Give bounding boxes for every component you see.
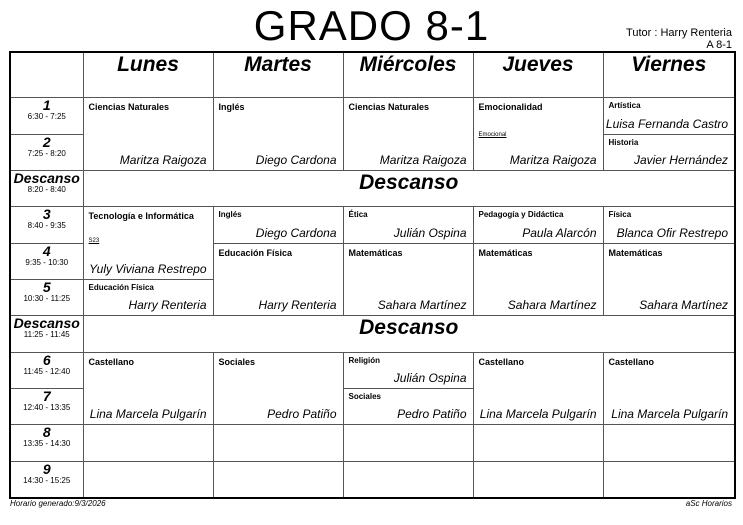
break-banner: Descanso	[83, 316, 735, 352]
period-number: 5	[42, 278, 51, 295]
period-3-label	[10, 207, 83, 243]
subject-label: Castellano	[608, 356, 655, 367]
period-time: 9:35 - 10:30	[25, 257, 69, 267]
lesson-cell	[83, 98, 213, 171]
teacher-label: Maritza Raigoza	[509, 153, 597, 168]
corner-cell	[10, 52, 83, 98]
lesson-cell	[343, 98, 473, 171]
teacher-label: Yuly Viviana Restrepo	[89, 261, 207, 276]
teacher-label: Lina Marcela Pulgarín	[89, 407, 207, 422]
subject-label: Inglés	[218, 210, 242, 220]
period-time: 14:30 - 15:25	[23, 475, 71, 485]
teacher-label: Sahara Martínez	[377, 298, 467, 313]
subject-label: Emocionalidad	[478, 102, 543, 113]
period-time: 10:30 - 11:25	[23, 293, 71, 303]
empty-cell	[83, 425, 213, 461]
subject-label: Matemáticas	[348, 247, 403, 258]
teacher-label: Julián Ospina	[393, 225, 467, 240]
teacher-label: Javier Hernández	[633, 153, 728, 168]
subject-label: Sociales	[348, 391, 381, 401]
lesson-cell	[213, 243, 343, 316]
empty-cell	[213, 425, 343, 461]
lesson-cell	[213, 98, 343, 171]
lesson-cell	[213, 352, 343, 425]
subject-label: Matemáticas	[478, 247, 533, 258]
period-time: 12:40 - 13:35	[23, 402, 71, 412]
day-header-monday: Lunes	[83, 52, 213, 98]
teacher-label: Pedro Patiño	[397, 407, 467, 422]
teacher-label: Luisa Fernanda Castro	[605, 116, 728, 131]
lesson-cell	[343, 388, 473, 424]
day-header-tuesday: Martes	[213, 52, 343, 98]
empty-cell	[473, 425, 603, 461]
teacher-label: Julián Ospina	[393, 370, 467, 385]
subject-label: Artística	[608, 101, 641, 111]
empty-cell	[83, 461, 213, 498]
timetable	[9, 51, 736, 499]
subject-label: Tecnología e Informática	[88, 211, 194, 222]
period-number: 3	[42, 206, 51, 223]
teacher-label: Pedro Patiño	[267, 407, 337, 422]
period-4-label	[10, 243, 83, 279]
teacher-label: Sahara Martínez	[639, 298, 728, 313]
period-number: 4	[42, 242, 51, 259]
table-row	[10, 316, 735, 352]
subject-label: Inglés	[218, 102, 245, 113]
period-number: 6	[42, 351, 51, 368]
lesson-cell	[603, 352, 735, 425]
page-title: GRADO 8-1	[253, 2, 490, 49]
subject-label: Castellano	[88, 356, 135, 367]
generated-date: Horario generado:9/3/2026	[10, 499, 106, 508]
subject-label: Ciencias Naturales	[88, 102, 170, 113]
tutor-name: Tutor : Harry Renteria	[626, 27, 732, 39]
empty-cell	[473, 461, 603, 498]
period-time: 8:40 - 9:35	[27, 221, 66, 231]
table-row	[10, 98, 735, 134]
teacher-label: Lina Marcela Pulgarín	[611, 407, 728, 422]
lesson-cell	[473, 352, 603, 425]
subject-label: Ética	[348, 210, 368, 220]
teacher-label: Paula Alarcón	[522, 225, 597, 240]
period-7-label	[10, 388, 83, 424]
teacher-label: Maritza Raigoza	[119, 153, 207, 168]
lesson-cell	[603, 207, 735, 243]
lesson-cell	[213, 207, 343, 243]
period-8-label	[10, 425, 83, 461]
lesson-cell	[603, 98, 735, 134]
teacher-label: Diego Cardona	[255, 225, 337, 240]
table-row	[10, 207, 735, 243]
subject-label: Ciencias Naturales	[348, 102, 430, 113]
lesson-cell	[343, 352, 473, 388]
period-number: 2	[42, 133, 51, 150]
lesson-cell	[473, 98, 603, 171]
teacher-label: Diego Cardona	[255, 153, 337, 168]
period-time: 7:25 - 8:20	[27, 148, 66, 158]
break-1-label	[10, 171, 83, 207]
period-name: Descanso	[13, 170, 80, 187]
table-row	[10, 461, 735, 498]
lesson-cell	[473, 243, 603, 316]
period-time: 11:25 - 11:45	[23, 330, 70, 340]
lesson-cell	[83, 279, 213, 315]
lesson-cell	[83, 352, 213, 425]
table-row	[10, 171, 735, 207]
subject-label: Matemáticas	[608, 247, 663, 258]
lesson-cell	[603, 243, 735, 316]
subject-label: Religión	[348, 355, 381, 365]
period-number: 7	[42, 387, 51, 404]
period-number: 1	[42, 97, 51, 114]
period-number: 9	[42, 460, 51, 477]
period-time: 13:35 - 14:30	[23, 439, 71, 449]
table-row	[10, 352, 735, 388]
subject-label: Castellano	[478, 356, 525, 367]
day-header-wednesday: Miércoles	[343, 52, 473, 98]
empty-cell	[213, 461, 343, 498]
period-name: Descanso	[13, 315, 80, 332]
subject-label: Sociales	[218, 356, 256, 367]
empty-cell	[603, 461, 735, 498]
break-2-label	[10, 316, 83, 352]
lesson-cell	[83, 207, 213, 280]
period-time: 6:30 - 7:25	[27, 112, 66, 122]
generator-credit: aSc Horarios	[685, 499, 732, 508]
empty-cell	[343, 461, 473, 498]
period-5-label	[10, 279, 83, 315]
empty-cell	[343, 425, 473, 461]
period-time: 11:45 - 12:40	[23, 366, 71, 376]
days-header-row	[10, 52, 735, 98]
tutor-info	[626, 27, 732, 51]
teacher-label: Lina Marcela Pulgarín	[479, 407, 597, 422]
empty-cell	[603, 425, 735, 461]
lesson-cell	[343, 207, 473, 243]
subject-label: Física	[608, 210, 632, 220]
teacher-label: Sahara Martínez	[507, 298, 597, 313]
period-1-label	[10, 98, 83, 134]
subject-label: Pedagogía y Didáctica	[478, 210, 564, 220]
break-banner: Descanso	[83, 171, 735, 207]
lesson-cell	[343, 243, 473, 316]
classroom-label: A 8-1	[706, 39, 732, 51]
table-row	[10, 425, 735, 461]
subject-label: Historia	[608, 137, 639, 147]
teacher-label: Harry Renteria	[258, 298, 337, 313]
teacher-label: Maritza Raigoza	[379, 153, 467, 168]
subject-label: Educación Física	[218, 247, 293, 258]
teacher-label: Blanca Ofir Restrepo	[616, 225, 728, 240]
subject-label: Educación Física	[88, 282, 154, 292]
period-time: 8:20 - 8:40	[27, 185, 66, 195]
period-6-label	[10, 352, 83, 388]
day-header-thursday: Jueves	[473, 52, 603, 98]
room-label: S23	[88, 238, 100, 245]
room-label: Emocional	[478, 132, 507, 139]
period-number: 8	[42, 424, 51, 441]
day-header-friday: Viernes	[603, 52, 735, 98]
teacher-label: Harry Renteria	[128, 298, 207, 313]
lesson-cell	[603, 134, 735, 170]
period-9-label	[10, 461, 83, 498]
period-2-label	[10, 134, 83, 170]
lesson-cell	[473, 207, 603, 243]
